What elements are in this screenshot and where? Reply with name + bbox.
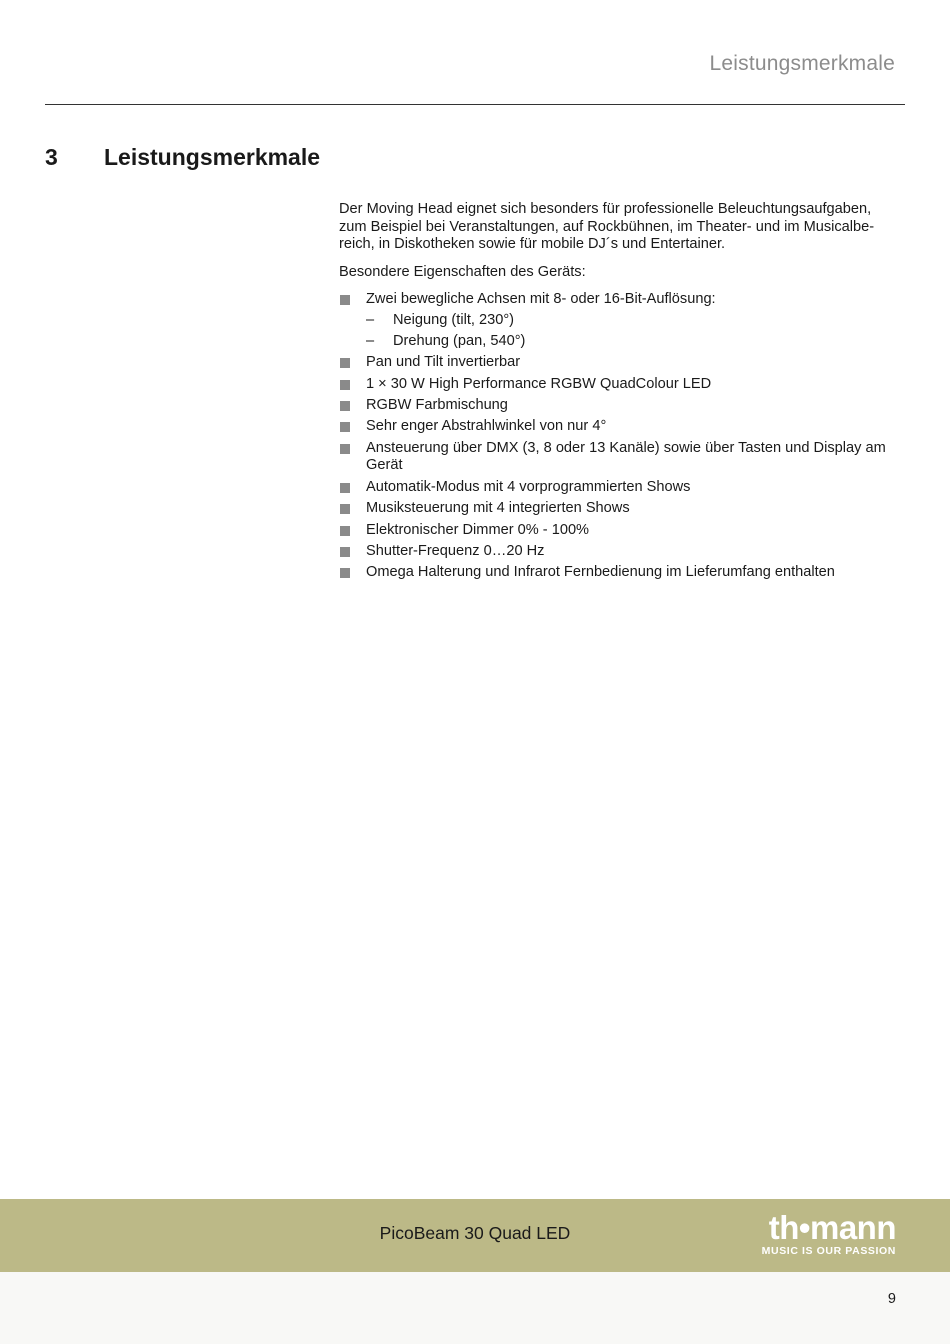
logo-wordmark: th•mann: [768, 1209, 896, 1246]
list-item: [339, 397, 899, 415]
feature-text: Shutter-Frequenz 0…20 Hz: [366, 542, 545, 559]
square-bullet-icon: [340, 568, 350, 578]
list-item: [339, 376, 899, 394]
header-divider: [45, 104, 905, 105]
feature-list: [339, 291, 899, 582]
dash-marker: –: [366, 311, 375, 328]
sub-feature-text: Neigung (tilt, 230°): [393, 311, 515, 328]
feature-text: Automatik-Modus mit 4 vorprogrammierten Shows: [366, 478, 691, 495]
page-number: 9: [887, 1291, 896, 1307]
square-bullet-icon: [340, 444, 350, 454]
feature-text: 1 × 30 W High Performance RGBW QuadColour LED: [366, 375, 712, 392]
feature-text: Zwei bewegliche Achsen mit 8- oder 16-Bit-Auflösung:: [366, 291, 716, 307]
feature-text: Musiksteuerung mit 4 integrierten Shows: [366, 500, 630, 517]
list-item: [339, 543, 899, 561]
square-bullet-icon: [340, 483, 350, 493]
sub-list-item: [366, 333, 899, 351]
list-item: [339, 522, 899, 540]
list-item: [339, 500, 899, 518]
list-item: [339, 418, 899, 436]
feature-text: Sehr enger Abstrahlwinkel von nur 4°: [366, 418, 607, 435]
thomann-logo: [736, 1211, 896, 1261]
list-item: [339, 479, 899, 497]
features-heading: Besondere Eigenschaften des Geräts:: [339, 263, 586, 280]
section-heading: [45, 144, 320, 171]
list-item: [339, 354, 899, 372]
square-bullet-icon: [340, 526, 350, 536]
section-body: [339, 201, 899, 586]
square-bullet-icon: [340, 380, 350, 390]
footer-margin: [0, 1272, 950, 1344]
square-bullet-icon: [340, 547, 350, 557]
section-title: Leistungsmerkmale: [104, 144, 321, 170]
sub-list-item: [366, 312, 899, 330]
feature-text: RGBW Farbmischung: [366, 397, 508, 414]
square-bullet-icon: [340, 504, 350, 514]
feature-text: Elektronischer Dimmer 0% - 100%: [366, 521, 590, 538]
square-bullet-icon: [340, 422, 350, 432]
feature-text: Ansteuerung über DMX (3, 8 oder 13 Kanäle) sowie über Tasten und Display am Gerät: [366, 439, 886, 474]
logo-tagline: MUSIC IS OUR PASSION: [761, 1245, 896, 1257]
intro-paragraph: Der Moving Head eignet sich besonders für professionelle Beleuchtungsaufgaben, zum Beispiel bei Veranstaltungen, auf Rockbühnen, im Theater- und im Musicalbe-reich, in Diskotheken sowie für mobile DJ´s und Entertainer.: [339, 201, 875, 252]
sub-feature-text: Drehung (pan, 540°): [393, 332, 526, 349]
list-item: [339, 291, 899, 350]
feature-text: Pan und Tilt invertierbar: [366, 354, 521, 371]
running-header-title: Leistungsmerkmale: [709, 52, 895, 75]
list-item: [339, 564, 899, 582]
list-item: [339, 440, 899, 475]
dash-marker: –: [366, 332, 375, 349]
square-bullet-icon: [340, 358, 350, 368]
square-bullet-icon: [340, 295, 350, 305]
section-number: 3: [45, 144, 58, 170]
square-bullet-icon: [340, 401, 350, 411]
sub-feature-list: [366, 312, 899, 351]
product-name: PicoBeam 30 Quad LED: [379, 1223, 571, 1243]
footer-band: [0, 1199, 950, 1272]
feature-text: Omega Halterung und Infrarot Fernbedienung im Lieferumfang enthalten: [366, 564, 835, 581]
